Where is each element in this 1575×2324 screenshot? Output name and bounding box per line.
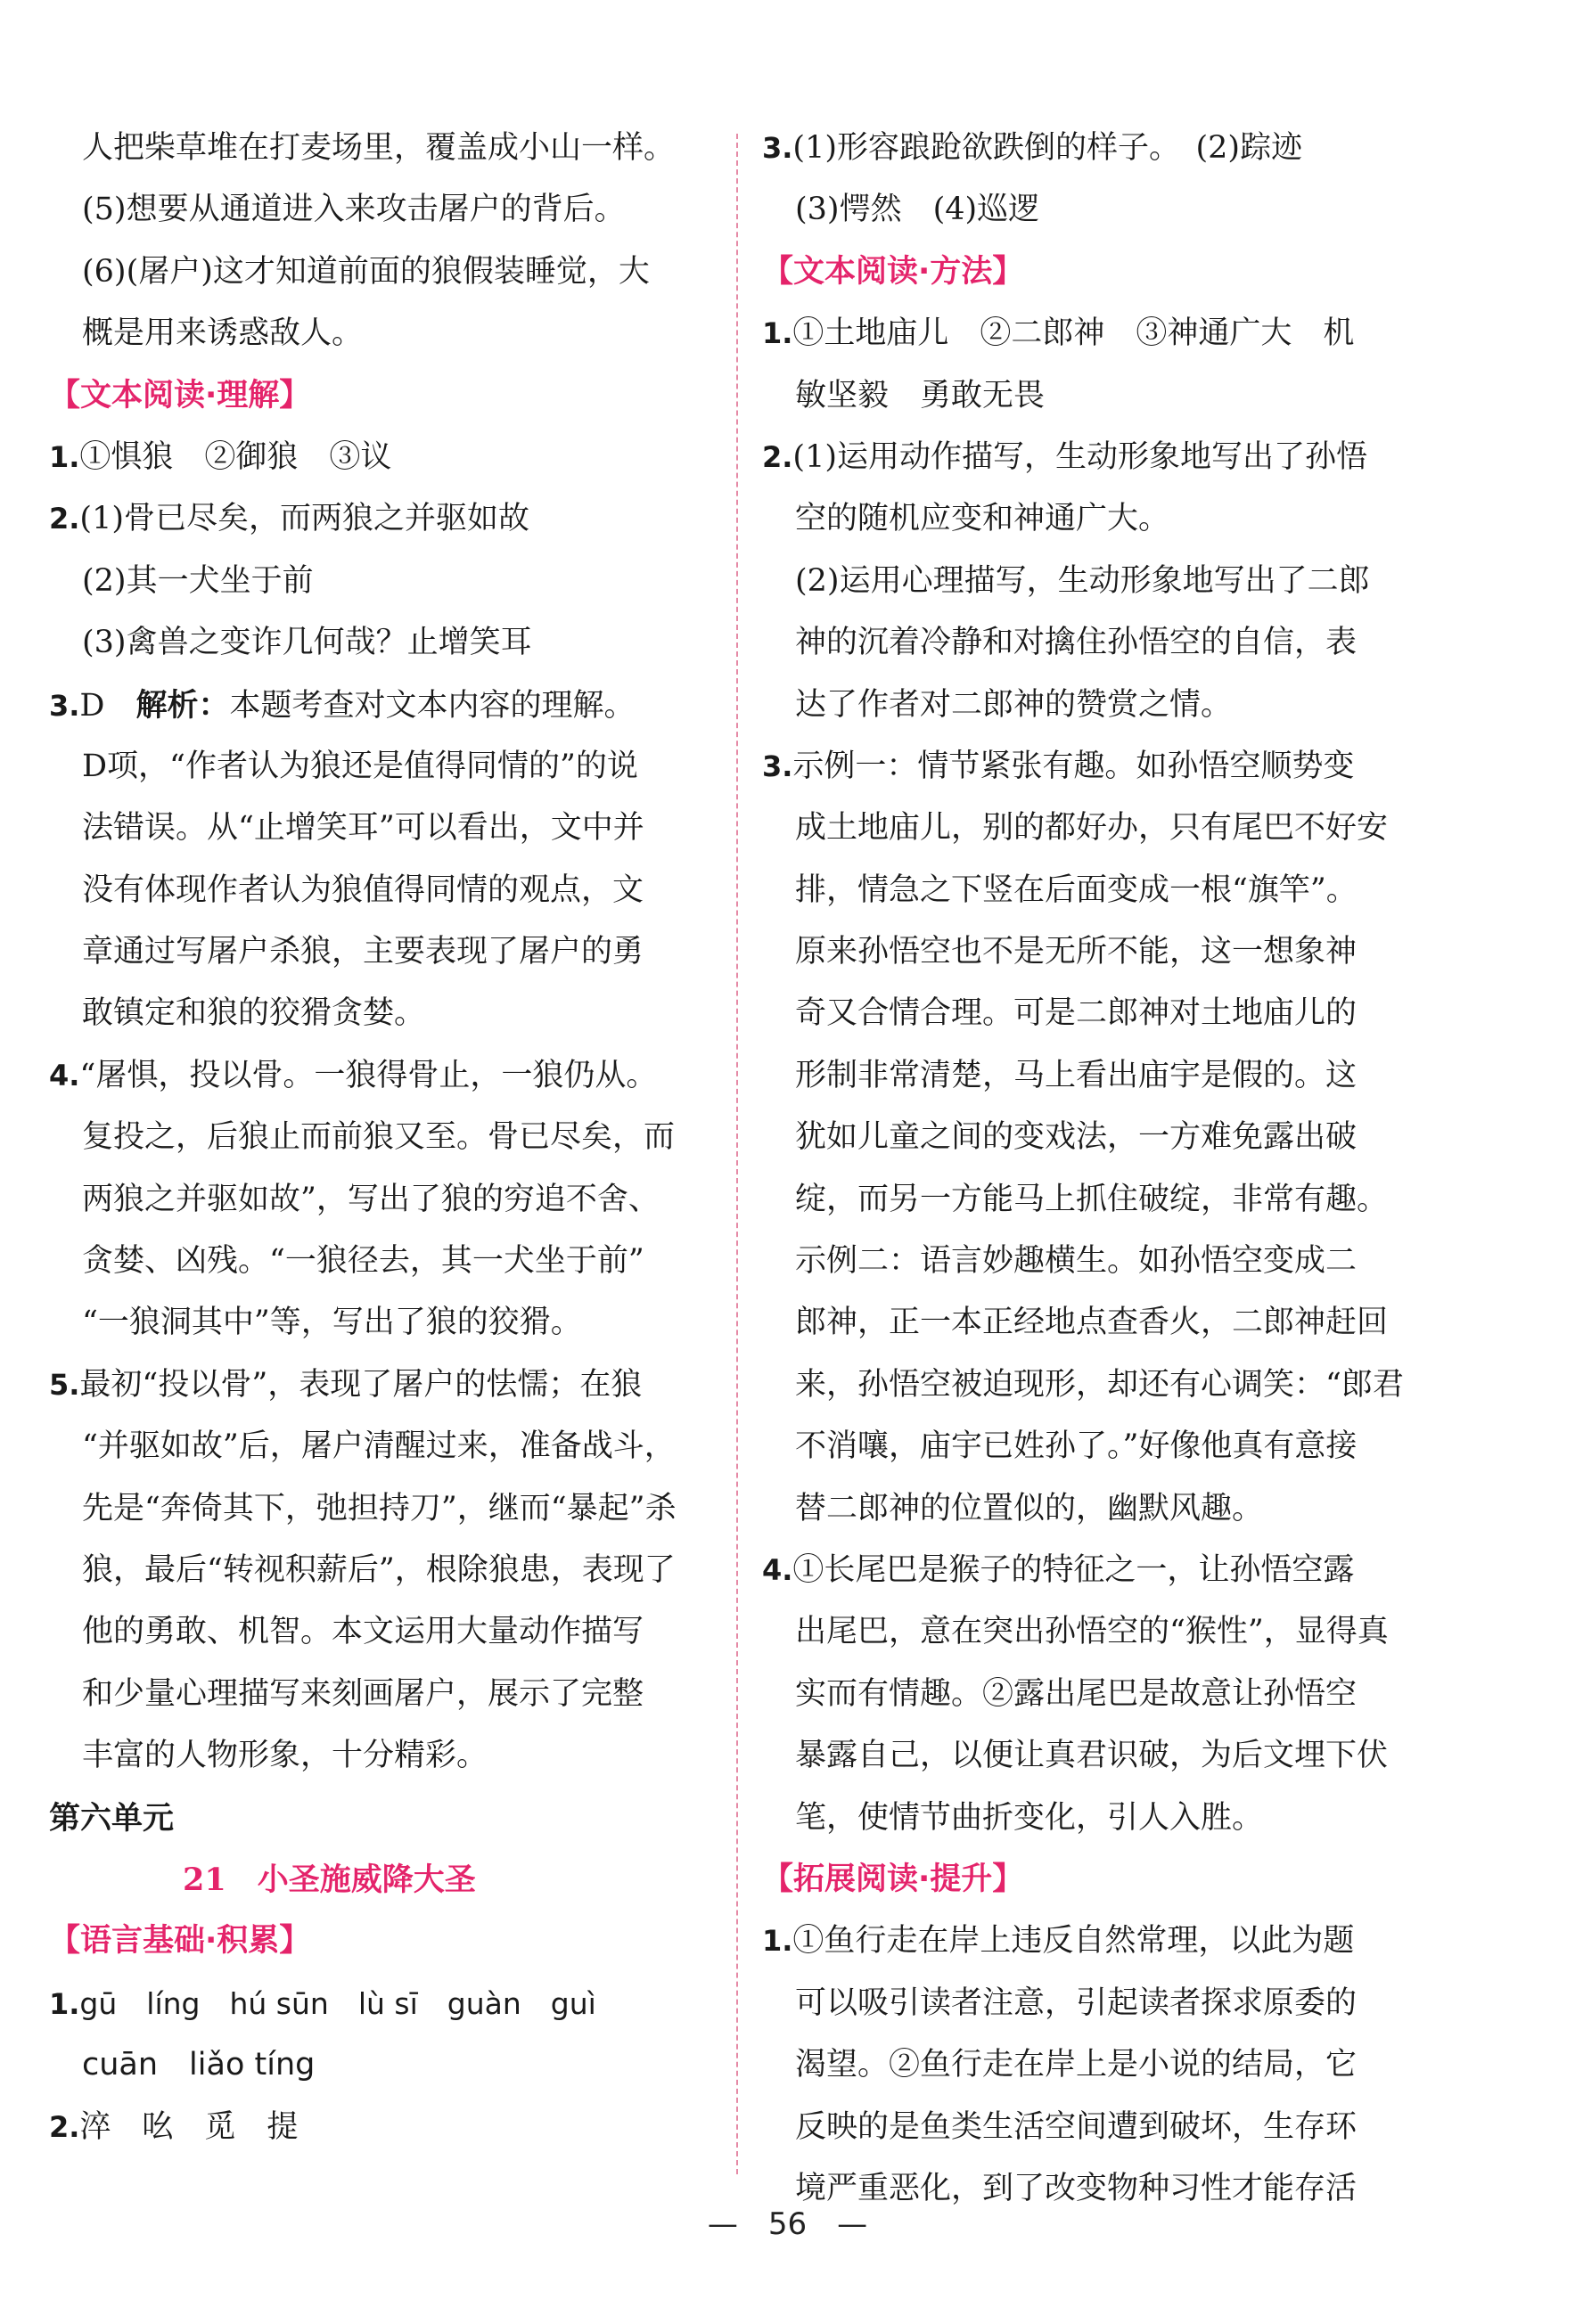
- text-line: 排，情急之下竖在后面变成一根“旗竿”。: [795, 872, 1358, 908]
- text-line: 没有体现作者认为狼值得同情的观点，文: [82, 872, 644, 908]
- answer-text: 本题考查对文本内容的理解。: [229, 687, 636, 724]
- pinyin-text: gū líng hú sūn lù sī guàn guì: [79, 1985, 596, 2021]
- question-number: 2.: [49, 2109, 80, 2144]
- text-line: 狼，最后“转视积薪后”，根除狼患，表现了: [82, 1551, 676, 1588]
- answer-text: ①长尾巴是猴子的特征之一，让孙悟空露: [792, 1551, 1355, 1588]
- text-line: 空的随机应变和神通广大。: [795, 501, 1170, 537]
- text-line: 境严重恶化，到了改变物种习性才能存活: [795, 2170, 1358, 2206]
- question-number: 2.: [762, 439, 793, 474]
- answer-4: [762, 1540, 1440, 1601]
- answer-text: “屠惧，投以骨。一狼得骨止，一狼仍从。: [79, 1057, 658, 1093]
- text-line: 郎神，正一本正经地点查香火，二郎神赶回: [795, 1305, 1389, 1341]
- section-heading-foundation: 【语言基础·积累】: [49, 1923, 311, 1960]
- answer-text: 淬 吆 觅 提: [79, 2108, 299, 2145]
- answer-3: [49, 675, 726, 736]
- answer-text: ①土地庙儿 ②二郎神 ③神通广大 机: [792, 315, 1355, 352]
- pinyin-text: cuān liǎo tíng: [82, 2047, 316, 2083]
- text-line: 来，孙悟空被迫现形，却还有心调笑：“郎君: [795, 1366, 1404, 1403]
- text-line: “一狼洞其中”等，写出了狼的狡猾。: [82, 1305, 582, 1341]
- answer-1: [762, 303, 1440, 364]
- page-number: — 56 —: [707, 2206, 868, 2242]
- left-column: [49, 118, 726, 2158]
- answer-1-extension: [762, 1911, 1440, 1972]
- text-line: 法错误。从“止增笑耳”可以看出，文中并: [82, 810, 644, 847]
- answer-characters: [49, 2097, 726, 2158]
- text-line: 先是“奔倚其下，弛担持刀”，继而“暴起”杀: [82, 1490, 677, 1526]
- text-line: 渴望。②鱼行走在岸上是小说的结局，它: [795, 2047, 1358, 2083]
- text-line: 暴露自己，以便让真君识破，为后文埋下伏: [795, 1738, 1389, 1774]
- text-line: 笔，使情节曲折变化，引人入胜。: [795, 1799, 1264, 1836]
- question-number: 1.: [762, 1924, 793, 1959]
- text-line: (3)禽兽之变诈几何哉？止增笑耳: [82, 625, 532, 661]
- unit-title: 第六单元: [49, 1799, 175, 1837]
- answer-text: (1)形容踉跄欲跌倒的样子。 (2)踪迹: [792, 130, 1303, 166]
- text-line: (5)想要从通道进入来攻击屠户的背后。: [82, 192, 626, 228]
- text-line: 人把柴草堆在打麦场里，覆盖成小山一样。: [82, 130, 676, 166]
- text-line: 他的勇敢、机智。本文运用大量动作描写: [82, 1614, 644, 1650]
- text-line: 概是用来诱惑敌人。: [82, 315, 364, 352]
- answer-5: [49, 1354, 726, 1416]
- analysis-label: 解析：: [135, 686, 230, 724]
- text-line: 形制非常清楚，马上看出庙宇是假的。这: [795, 1057, 1358, 1093]
- text-line: 奇又合情合理。可是二郎神对土地庙儿的: [795, 995, 1358, 1032]
- answer-text: ①惧狼 ②御狼 ③议: [79, 438, 392, 475]
- question-number: 4.: [49, 1058, 80, 1092]
- answer-pinyin: [49, 1973, 726, 2034]
- question-number: 3.: [762, 131, 793, 165]
- text-line: 出尾巴，意在突出孙悟空的“猴性”，显得真: [795, 1614, 1389, 1650]
- text-line: “并驱如故”后，屠户清醒过来，准备战斗，: [82, 1428, 676, 1465]
- text-line: D项，“作者认为狼还是值得同情的”的说: [82, 748, 638, 784]
- text-line: 犹如儿童之间的变戏法，一方难免露出破: [795, 1119, 1358, 1156]
- text-line: (3)愕然 (4)巡逻: [795, 192, 1040, 228]
- text-line: (2)运用心理描写，生动形象地写出了二郎: [795, 562, 1370, 599]
- question-number: 3.: [49, 688, 80, 723]
- answer-2: [762, 427, 1440, 488]
- text-line: (6)(屠户)这才知道前面的狼假装睡觉，大: [82, 253, 650, 290]
- answer-1: [49, 427, 726, 488]
- section-heading-extension: 【拓展阅读·提升】: [762, 1861, 1024, 1897]
- section-heading-method: 【文本阅读·方法】: [762, 253, 1024, 290]
- question-number: 1.: [762, 316, 793, 351]
- right-column: [762, 118, 1440, 2220]
- answer-3-vocab: [762, 118, 1440, 179]
- answer-text: (1)运用动作描写，生动形象地写出了孙悟: [792, 438, 1368, 475]
- text-line: 丰富的人物形象，十分精彩。: [82, 1738, 488, 1774]
- question-number: 2.: [49, 502, 80, 536]
- answer-text: 最初“投以骨”，表现了屠户的怯懦；在狼: [79, 1366, 643, 1403]
- question-number: 1.: [49, 439, 80, 474]
- answer-2: [49, 488, 726, 550]
- text-line: 可以吸引读者注意，引起读者探求原委的: [795, 1984, 1358, 2021]
- text-line: 反映的是鱼类生活空间遭到破坏，生存环: [795, 2108, 1358, 2145]
- text-line: 达了作者对二郎神的赞赏之情。: [795, 686, 1233, 723]
- text-line: 和少量心理描写来刻画屠户，展示了完整: [82, 1675, 644, 1712]
- text-line: 实而有情趣。②露出尾巴是故意让孙悟空: [795, 1675, 1358, 1712]
- text-line: 替二郎神的位置似的，幽默风趣。: [795, 1490, 1264, 1526]
- question-number: 3.: [762, 749, 793, 783]
- question-number: 1.: [49, 1986, 80, 2021]
- answer-text: (1)骨已尽矣，而两狼之并驱如故: [79, 501, 530, 537]
- answer-4: [49, 1045, 726, 1107]
- text-line: (2)其一犬坐于前: [82, 562, 314, 599]
- text-line: 敢镇定和狼的狡猾贪婪。: [82, 995, 426, 1032]
- text-line: 章通过写屠户杀狼，主要表现了屠户的勇: [82, 934, 644, 970]
- column-divider: [736, 134, 738, 2174]
- question-number: 5.: [49, 1367, 80, 1402]
- text-line: 绽，而另一方能马上抓住破绽，非常有趣。: [795, 1181, 1389, 1217]
- text-line: 两狼之并驱如故”，写出了狼的穷追不舍、: [82, 1181, 660, 1217]
- text-line: 原来孙悟空也不是无所不能，这一想象神: [795, 934, 1358, 970]
- text-line: 复投之，后狼止而前狼又至。骨已尽矣，而: [82, 1119, 676, 1156]
- text-line: 成土地庙儿，别的都好办，只有尾巴不好安: [795, 810, 1389, 847]
- text-line: 神的沉着冷静和对擒住孙悟空的自信，表: [795, 625, 1358, 661]
- lesson-title: 21 小圣施威降大圣: [183, 1861, 476, 1898]
- answer-text: ①鱼行走在岸上违反自然常理，以此为题: [792, 1923, 1355, 1960]
- text-line: 敏坚毅 勇敢无畏: [795, 377, 1046, 413]
- section-heading-comprehension: 【文本阅读·理解】: [49, 377, 311, 413]
- text-line: 示例二：语言妙趣横生。如孙悟空变成二: [795, 1243, 1358, 1280]
- answer-text: 示例一：情节紧张有趣。如孙悟空顺势变: [792, 748, 1355, 784]
- text-line: 不消嚷，庙宇已姓孙了。”好像他真有意接: [795, 1428, 1358, 1465]
- answer-3: [762, 736, 1440, 798]
- text-line: 贪婪、凶残。“一狼径去，其一犬坐于前”: [82, 1243, 644, 1280]
- question-number: 4.: [762, 1552, 793, 1587]
- answer-choice: D: [79, 687, 136, 724]
